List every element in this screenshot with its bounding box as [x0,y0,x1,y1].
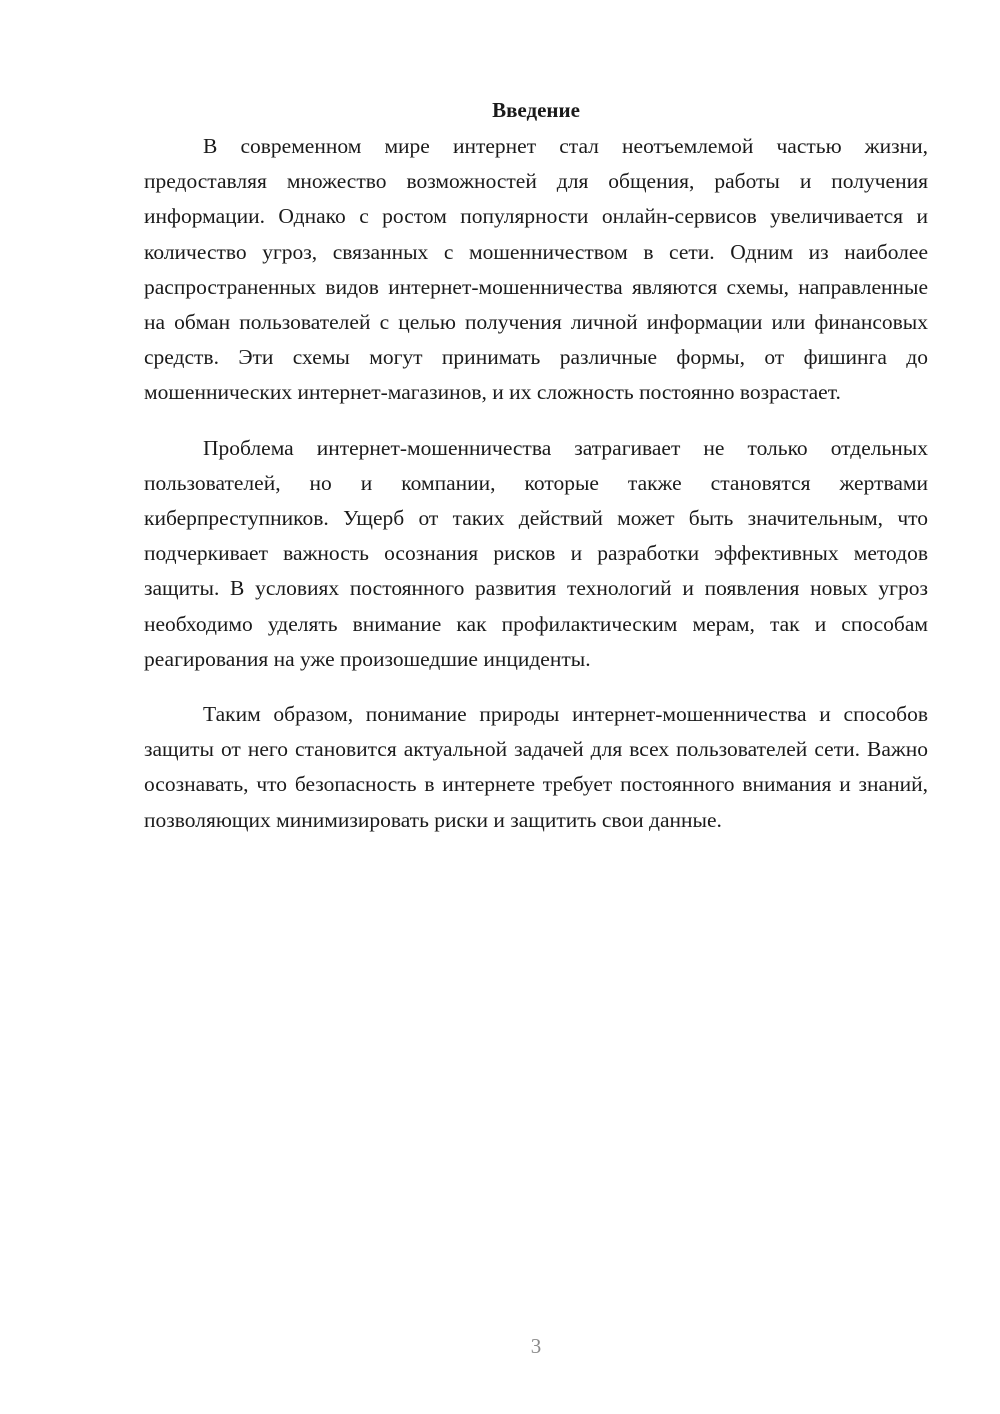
section-title: Введение [492,98,580,122]
page-content [144,95,928,858]
paragraph-conclusion: Таким образом, понимание природы интернет-мошенничества и способов защиты от него становится актуальной задачей для всех пользователей сети. Важно осознавать, что безопасность в интернете требует постоянного внимания и знаний, позволяющих минимизировать риски и защитить свои данные. [144,702,928,832]
page-number: 3 [530,1334,542,1358]
paragraph-problem: Проблема интернет-мошенничества затрагивает не только отдельных пользователей, но и компании, которые также становятся жертвами киберпреступников. Ущерб от таких действий может быть значительным, что подчеркивает важность осознания рисков и разработки эффективных методов защиты. В условиях постоянного развития технологий и появления новых угроз необходимо уделять внимание как профилактическим мерам, так и способам реагирования на уже произошедшие инциденты. [144,435,928,671]
paragraph-intro: В современном мире интернет стал неотъемлемой частью жизни, предоставляя множество возможностей для общения, работы и получения информации. Однако с ростом популярности онлайн-сервисов увеличивается и количество угроз, связанных с мошенничеством в сети. Одним из наиболее распространенных видов интернет-мошенничества являются схемы, направленные на обман пользователей с целью получения личной информации или финансовых средств. Эти схемы могут принимать различные формы, от фишинга до мошеннических интернет-магазинов, и их сложность постоянно возрастает. [144,134,928,405]
